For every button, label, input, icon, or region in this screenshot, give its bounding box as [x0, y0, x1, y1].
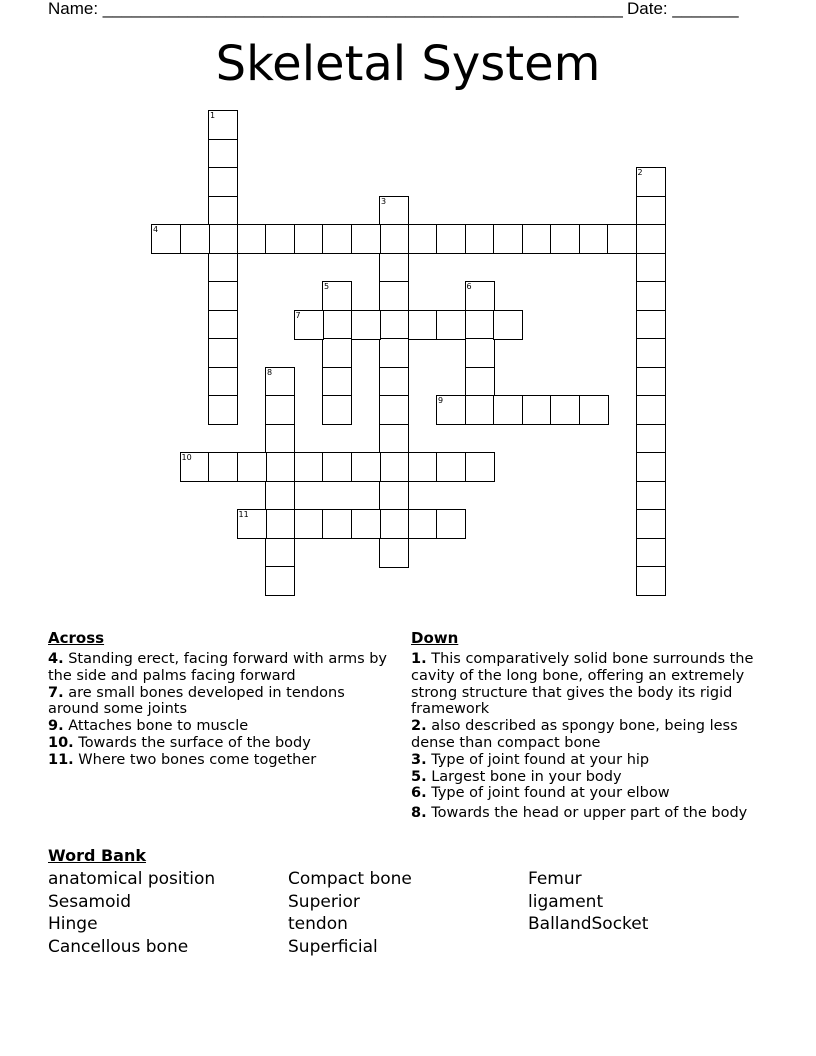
grid-cell[interactable]: [436, 395, 466, 425]
grid-cell[interactable]: [294, 452, 324, 482]
grid-cell[interactable]: [408, 509, 438, 539]
grid-cell[interactable]: [465, 395, 495, 425]
clue-down-6: 6. Type of joint found at your elbow: [411, 785, 670, 802]
grid-cell[interactable]: [351, 224, 381, 254]
date-field[interactable]: Date: _______: [627, 0, 739, 18]
grid-cell[interactable]: [636, 196, 666, 226]
grid-cell[interactable]: [579, 224, 609, 254]
grid-cell[interactable]: [465, 281, 495, 311]
grid-cell[interactable]: [379, 481, 409, 511]
grid-cell[interactable]: [379, 395, 409, 425]
grid-cell[interactable]: [265, 395, 295, 425]
cell-number: 2: [637, 168, 643, 177]
cell-number: 6: [466, 282, 472, 291]
grid-cell[interactable]: [636, 338, 666, 368]
clue-down-1: 1. This comparatively solid bone surrounds the cavity of the long bone, offering an extremely strong structure that gives the body its rigid framework: [411, 651, 754, 718]
grid-cell[interactable]: [493, 395, 523, 425]
grid-cell[interactable]: [265, 452, 295, 482]
word-bank-item: Hinge: [48, 914, 98, 934]
grid-cell[interactable]: [379, 253, 409, 283]
grid-cell[interactable]: [636, 310, 666, 340]
grid-cell[interactable]: [208, 139, 238, 169]
grid-cell[interactable]: [265, 367, 295, 397]
grid-cell[interactable]: [265, 566, 295, 596]
word-bank-item: BallandSocket: [528, 914, 649, 934]
word-bank-item: anatomical position: [48, 869, 216, 889]
grid-cell[interactable]: [379, 424, 409, 454]
grid-cell[interactable]: [208, 338, 238, 368]
down-clues: [411, 629, 771, 822]
grid-cell[interactable]: [208, 224, 238, 254]
cell-number: 7: [295, 310, 301, 320]
clue-across-10: 10. Towards the surface of the body: [48, 734, 311, 751]
grid-cell[interactable]: [208, 281, 238, 311]
grid-cell[interactable]: [208, 452, 238, 482]
grid-cell[interactable]: [351, 509, 381, 539]
grid-cell[interactable]: [294, 224, 324, 254]
name-field[interactable]: Name: _______________________________________________________: [48, 0, 623, 18]
grid-cell[interactable]: [322, 310, 352, 340]
word-bank-item: Superior: [288, 891, 360, 912]
grid-cell[interactable]: [465, 367, 495, 397]
grid-cell[interactable]: [522, 395, 552, 425]
grid-cell[interactable]: [294, 509, 324, 539]
down-heading: Down: [411, 629, 459, 647]
grid-cell[interactable]: [436, 310, 466, 340]
word-bank-item: ligament: [528, 891, 604, 912]
grid-cell[interactable]: [465, 452, 495, 482]
grid-cell[interactable]: [465, 224, 495, 254]
grid-cell[interactable]: [351, 452, 381, 482]
grid-cell[interactable]: [436, 509, 466, 539]
grid-cell[interactable]: [379, 509, 409, 539]
grid-cell[interactable]: [636, 481, 666, 511]
grid-cell[interactable]: [550, 224, 580, 254]
grid-cell[interactable]: [636, 224, 666, 254]
word-bank-heading: Word Bank: [48, 846, 147, 865]
grid-cell[interactable]: [322, 452, 352, 482]
grid-cell[interactable]: [636, 281, 666, 311]
grid-cell[interactable]: [322, 367, 352, 397]
cell-number: 8: [267, 367, 273, 377]
grid-cell[interactable]: [322, 395, 352, 425]
grid-cell[interactable]: [436, 452, 466, 482]
grid-cell[interactable]: [294, 310, 324, 340]
clue-down-3: 3. Type of joint found at your hip: [411, 751, 650, 768]
grid-cell[interactable]: [180, 224, 210, 254]
grid-cell[interactable]: [379, 310, 409, 340]
grid-cell[interactable]: [408, 310, 438, 340]
grid-cell[interactable]: [636, 452, 666, 482]
grid-cell[interactable]: [636, 566, 666, 596]
grid-cell[interactable]: [379, 224, 409, 254]
clue-across-7: 7. are small bones developed in tendons around some joints: [48, 684, 345, 718]
grid-cell[interactable]: [636, 424, 666, 454]
grid-cell[interactable]: [579, 395, 609, 425]
grid-cell[interactable]: [237, 509, 267, 539]
word-bank: [48, 846, 768, 968]
grid-cell[interactable]: [408, 452, 438, 482]
grid-cell[interactable]: [322, 509, 352, 539]
clue-down-2: 2. also described as spongy bone, being less dense than compact bone: [411, 718, 738, 751]
grid-cell[interactable]: [208, 367, 238, 397]
word-bank-item: tendon: [288, 914, 348, 934]
clue-across-9: 9. Attaches bone to muscle: [48, 718, 249, 735]
grid-cell[interactable]: [265, 509, 295, 539]
cell-number: 11: [238, 510, 249, 519]
grid-cell[interactable]: [436, 224, 466, 254]
page-title: Skeletal System: [215, 36, 601, 92]
cell-number: 9: [438, 396, 444, 405]
cell-number: 4: [153, 225, 159, 234]
grid-cell[interactable]: [208, 310, 238, 340]
grid-cell[interactable]: [636, 509, 666, 539]
clue-down-5: 5. Largest bone in your body: [411, 768, 622, 785]
grid-cell[interactable]: [636, 538, 666, 568]
grid-cell[interactable]: [322, 281, 352, 311]
grid-cell[interactable]: [208, 167, 238, 197]
cell-number: 3: [381, 196, 387, 206]
grid-cell[interactable]: [636, 167, 666, 197]
cell-number: 5: [324, 282, 330, 291]
grid-cell[interactable]: [208, 196, 238, 226]
grid-cell[interactable]: [379, 452, 409, 482]
grid-cell[interactable]: [408, 224, 438, 254]
grid-cell[interactable]: [522, 224, 552, 254]
cell-number: 1: [210, 111, 216, 120]
grid-cell[interactable]: [237, 224, 267, 254]
grid-cell[interactable]: [208, 395, 238, 425]
grid-cell[interactable]: [265, 424, 295, 454]
grid-cell[interactable]: [493, 224, 523, 254]
grid-cell[interactable]: [265, 224, 295, 254]
word-bank-item: Cancellous bone: [48, 936, 189, 957]
grid-cell[interactable]: [265, 481, 295, 511]
grid-cell[interactable]: [636, 395, 666, 425]
word-bank-item: Superficial: [288, 936, 378, 957]
clue-down-8: 8. Towards the head or upper part of the body: [411, 805, 748, 822]
grid-cell[interactable]: [636, 253, 666, 283]
clue-across-11: 11. Where two bones come together: [48, 751, 317, 768]
grid-cell[interactable]: [636, 367, 666, 397]
grid-cell[interactable]: [465, 310, 495, 340]
grid-cell[interactable]: [151, 224, 181, 254]
cell-number: 10: [181, 453, 192, 462]
grid-cell[interactable]: [379, 338, 409, 368]
grid-cell[interactable]: [265, 538, 295, 568]
grid-cell[interactable]: [208, 253, 238, 283]
grid-cell[interactable]: [322, 338, 352, 368]
clue-across-4: 4. Standing erect, facing forward with arms by the side and palms facing forward: [48, 651, 388, 684]
grid-cell[interactable]: [322, 224, 352, 254]
grid-cell[interactable]: [379, 281, 409, 311]
grid-cell[interactable]: [237, 452, 267, 482]
grid-cell[interactable]: [208, 110, 238, 140]
grid-cell[interactable]: [493, 310, 523, 340]
grid-cell[interactable]: [180, 452, 210, 482]
grid-cell[interactable]: [379, 367, 409, 397]
grid-cell[interactable]: [550, 395, 580, 425]
word-bank-item: Sesamoid: [48, 891, 131, 912]
grid-cell[interactable]: [379, 196, 409, 226]
grid-cell[interactable]: [379, 538, 409, 568]
across-heading: Across: [48, 629, 105, 647]
grid-cell[interactable]: [607, 224, 637, 254]
grid-cell[interactable]: [351, 310, 381, 340]
word-bank-item: Femur: [528, 869, 582, 889]
word-bank-item: Compact bone: [288, 869, 412, 889]
across-clues: [48, 629, 388, 769]
word-bank-list: [48, 868, 768, 968]
grid-cell[interactable]: [465, 338, 495, 368]
